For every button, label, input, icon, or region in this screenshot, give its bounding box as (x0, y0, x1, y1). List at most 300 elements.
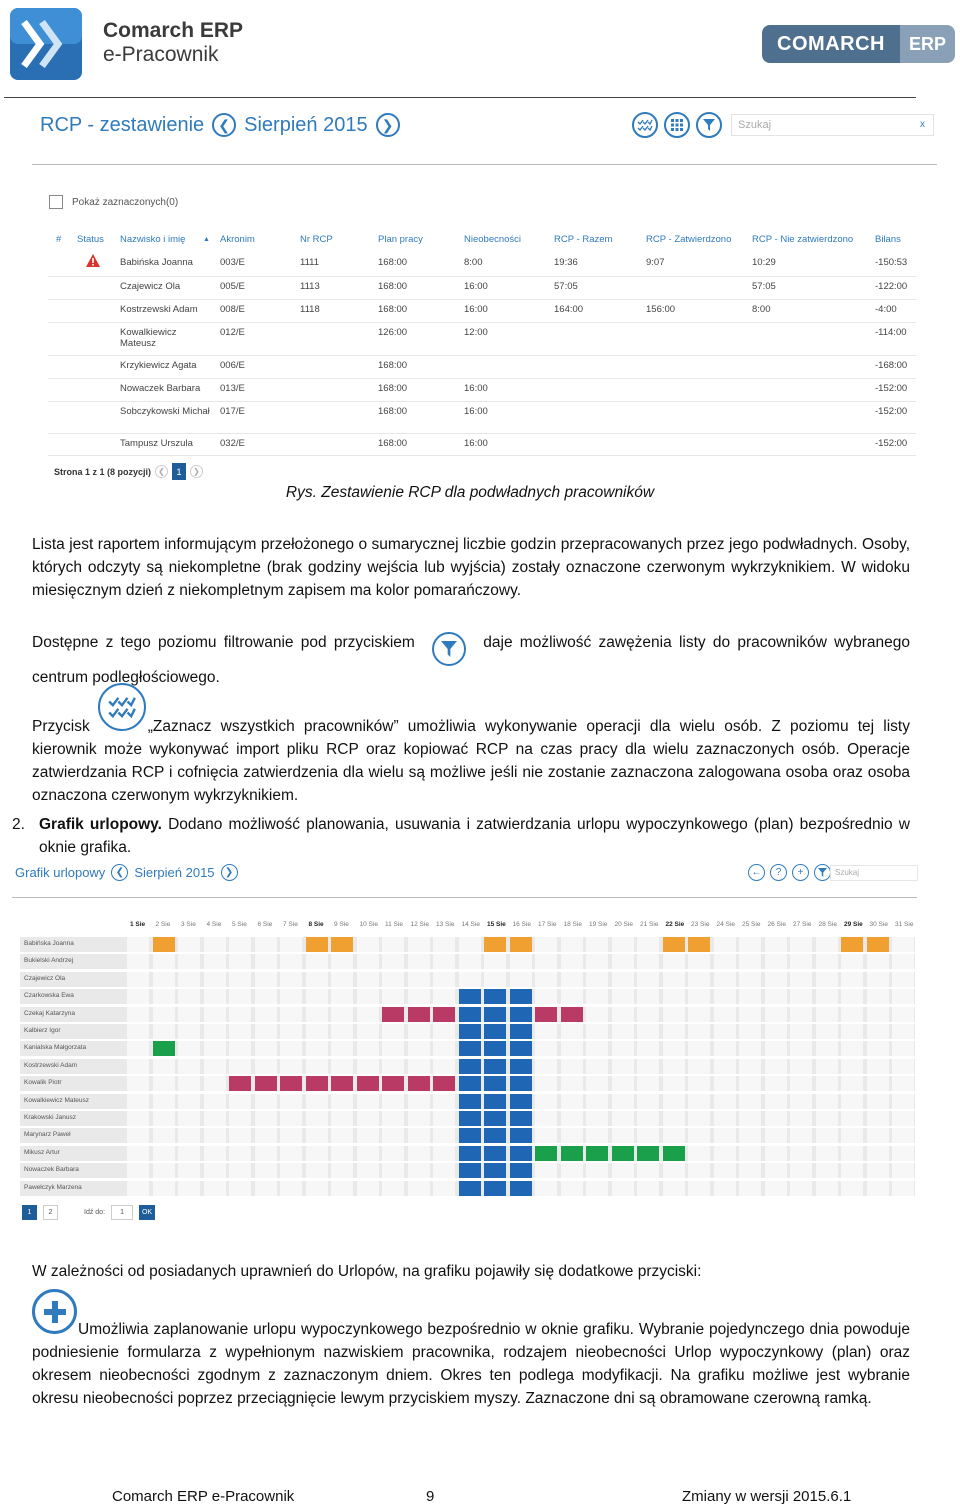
day-cell[interactable] (484, 1111, 506, 1126)
day-cell[interactable] (765, 1163, 787, 1178)
day-cell[interactable] (280, 972, 302, 987)
day-cell[interactable] (153, 1111, 175, 1126)
day-cell[interactable] (153, 1007, 175, 1022)
day-cell[interactable] (535, 1059, 557, 1074)
day-cell[interactable] (357, 1146, 379, 1161)
day-cell[interactable] (561, 1128, 583, 1143)
day-cell[interactable] (408, 1163, 430, 1178)
day-cell[interactable] (433, 1146, 455, 1161)
day-cell[interactable] (229, 1007, 251, 1022)
day-cell[interactable] (765, 1111, 787, 1126)
day-cell[interactable] (408, 989, 430, 1004)
day-cell[interactable] (892, 1128, 914, 1143)
day-cell[interactable] (357, 954, 379, 969)
day-cell[interactable] (841, 1041, 863, 1056)
day-cell[interactable] (841, 1163, 863, 1178)
prev-month-icon[interactable]: ❮ (212, 113, 236, 137)
day-cell[interactable] (510, 989, 532, 1004)
day-cell[interactable] (382, 1094, 404, 1109)
day-cell[interactable] (255, 954, 277, 969)
back-arrow-icon[interactable]: ← (748, 864, 765, 881)
grid-view-icon[interactable] (664, 112, 690, 138)
day-cell[interactable] (867, 989, 889, 1004)
column-header[interactable]: Status (77, 234, 104, 245)
day-cell[interactable] (357, 1181, 379, 1196)
day-cell[interactable] (612, 1024, 634, 1039)
day-cell[interactable] (612, 1128, 634, 1143)
day-cell[interactable] (331, 1007, 353, 1022)
day-cell[interactable] (255, 1076, 277, 1091)
day-cell[interactable] (306, 1059, 328, 1074)
day-cell[interactable] (408, 1007, 430, 1022)
column-header[interactable]: # (56, 234, 62, 245)
day-cell[interactable] (867, 1146, 889, 1161)
day-cell[interactable] (841, 1059, 863, 1074)
day-cell[interactable] (306, 1128, 328, 1143)
day-cell[interactable] (535, 1076, 557, 1091)
day-cell[interactable] (867, 1111, 889, 1126)
day-cell[interactable] (204, 1041, 226, 1056)
day-cell[interactable] (229, 1111, 251, 1126)
day-cell[interactable] (306, 1094, 328, 1109)
day-cell[interactable] (459, 1059, 481, 1074)
day-cell[interactable] (535, 954, 557, 969)
day-cell[interactable] (459, 972, 481, 987)
help-icon[interactable]: ? (770, 864, 787, 881)
day-cell[interactable] (561, 1181, 583, 1196)
day-cell[interactable] (841, 1146, 863, 1161)
day-cell[interactable] (357, 1024, 379, 1039)
day-cell[interactable] (357, 989, 379, 1004)
day-cell[interactable] (331, 1076, 353, 1091)
day-cell[interactable] (688, 1111, 710, 1126)
day-cell[interactable] (331, 1094, 353, 1109)
day-cell[interactable] (892, 972, 914, 987)
day-cell[interactable] (510, 1094, 532, 1109)
day-cell[interactable] (255, 1007, 277, 1022)
day-cell[interactable] (739, 1076, 761, 1091)
day-cell[interactable] (459, 1111, 481, 1126)
day-cell[interactable] (663, 1041, 685, 1056)
day-cell[interactable] (408, 1111, 430, 1126)
day-cell[interactable] (867, 1007, 889, 1022)
day-cell[interactable] (433, 954, 455, 969)
day-cell[interactable] (331, 954, 353, 969)
day-cell[interactable] (586, 1094, 608, 1109)
day-cell[interactable] (714, 1163, 736, 1178)
day-cell[interactable] (637, 1007, 659, 1022)
day-cell[interactable] (586, 1024, 608, 1039)
day-cell[interactable] (484, 1024, 506, 1039)
day-cell[interactable] (714, 1024, 736, 1039)
day-cell[interactable] (408, 972, 430, 987)
day-cell[interactable] (484, 1059, 506, 1074)
day-cell[interactable] (382, 1146, 404, 1161)
day-cell[interactable] (765, 1146, 787, 1161)
day-cell[interactable] (790, 1007, 812, 1022)
day-cell[interactable] (408, 1094, 430, 1109)
day-cell[interactable] (739, 1094, 761, 1109)
day-cell[interactable] (739, 989, 761, 1004)
day-cell[interactable] (816, 1024, 838, 1039)
day-cell[interactable] (637, 1024, 659, 1039)
day-cell[interactable] (433, 972, 455, 987)
day-cell[interactable] (612, 1007, 634, 1022)
day-cell[interactable] (714, 937, 736, 952)
day-cell[interactable] (280, 1163, 302, 1178)
day-cell[interactable] (688, 1007, 710, 1022)
day-cell[interactable] (663, 1181, 685, 1196)
day-cell[interactable] (688, 1094, 710, 1109)
day-cell[interactable] (586, 1111, 608, 1126)
day-cell[interactable] (204, 937, 226, 952)
day-cell[interactable] (612, 1146, 634, 1161)
day-cell[interactable] (127, 1094, 149, 1109)
day-cell[interactable] (255, 989, 277, 1004)
day-cell[interactable] (663, 1007, 685, 1022)
day-cell[interactable] (586, 1146, 608, 1161)
day-cell[interactable] (178, 972, 200, 987)
goto-input[interactable]: 1 (111, 1205, 133, 1220)
day-cell[interactable] (178, 1181, 200, 1196)
day-cell[interactable] (663, 1146, 685, 1161)
day-cell[interactable] (382, 954, 404, 969)
day-cell[interactable] (714, 972, 736, 987)
column-header[interactable]: Nieobecności (464, 234, 522, 245)
day-cell[interactable] (331, 1146, 353, 1161)
day-cell[interactable] (816, 937, 838, 952)
day-cell[interactable] (790, 989, 812, 1004)
day-cell[interactable] (433, 1111, 455, 1126)
day-cell[interactable] (484, 989, 506, 1004)
goto-ok-button[interactable]: OK (139, 1205, 155, 1220)
day-cell[interactable] (739, 1024, 761, 1039)
day-cell[interactable] (484, 1041, 506, 1056)
day-cell[interactable] (867, 954, 889, 969)
day-cell[interactable] (535, 989, 557, 1004)
day-cell[interactable] (127, 1163, 149, 1178)
day-cell[interactable] (867, 1094, 889, 1109)
day-cell[interactable] (612, 1163, 634, 1178)
day-cell[interactable] (586, 1076, 608, 1091)
day-cell[interactable] (357, 1094, 379, 1109)
day-cell[interactable] (459, 1146, 481, 1161)
day-cell[interactable] (612, 1059, 634, 1074)
day-cell[interactable] (433, 1024, 455, 1039)
day-cell[interactable] (867, 972, 889, 987)
day-cell[interactable] (739, 954, 761, 969)
show-selected-checkbox[interactable] (49, 195, 63, 209)
day-cell[interactable] (892, 989, 914, 1004)
column-header[interactable]: Nr RCP (300, 234, 333, 245)
day-cell[interactable] (790, 1181, 812, 1196)
day-cell[interactable] (255, 1041, 277, 1056)
day-cell[interactable] (331, 1059, 353, 1074)
day-cell[interactable] (382, 1076, 404, 1091)
day-cell[interactable] (153, 1094, 175, 1109)
day-cell[interactable] (229, 1076, 251, 1091)
day-cell[interactable] (790, 1163, 812, 1178)
column-header[interactable]: Nazwisko i imię (120, 234, 186, 245)
day-cell[interactable] (765, 989, 787, 1004)
day-cell[interactable] (331, 1041, 353, 1056)
day-cell[interactable] (790, 954, 812, 969)
day-cell[interactable] (586, 954, 608, 969)
day-cell[interactable] (892, 1024, 914, 1039)
day-cell[interactable] (663, 1076, 685, 1091)
day-cell[interactable] (204, 1024, 226, 1039)
day-cell[interactable] (127, 937, 149, 952)
day-cell[interactable] (357, 1076, 379, 1091)
day-cell[interactable] (816, 1041, 838, 1056)
day-cell[interactable] (816, 1059, 838, 1074)
table-row[interactable] (48, 322, 916, 356)
pager-next-icon[interactable]: ❯ (190, 465, 203, 478)
day-cell[interactable] (331, 1128, 353, 1143)
day-cell[interactable] (637, 972, 659, 987)
day-cell[interactable] (153, 1146, 175, 1161)
day-cell[interactable] (586, 1163, 608, 1178)
day-cell[interactable] (637, 989, 659, 1004)
day-cell[interactable] (714, 1111, 736, 1126)
day-cell[interactable] (153, 1076, 175, 1091)
day-cell[interactable] (433, 1007, 455, 1022)
day-cell[interactable] (765, 1059, 787, 1074)
day-cell[interactable] (484, 1076, 506, 1091)
day-cell[interactable] (765, 1181, 787, 1196)
day-cell[interactable] (535, 1181, 557, 1196)
day-cell[interactable] (382, 1128, 404, 1143)
day-cell[interactable] (229, 1128, 251, 1143)
day-cell[interactable] (841, 1007, 863, 1022)
day-cell[interactable] (892, 1076, 914, 1091)
day-cell[interactable] (306, 1041, 328, 1056)
day-cell[interactable] (433, 1094, 455, 1109)
day-cell[interactable] (790, 1128, 812, 1143)
day-cell[interactable] (637, 1059, 659, 1074)
column-header[interactable]: RCP - Razem (554, 234, 613, 245)
day-cell[interactable] (561, 1111, 583, 1126)
day-cell[interactable] (535, 972, 557, 987)
day-cell[interactable] (357, 1007, 379, 1022)
day-cell[interactable] (892, 937, 914, 952)
day-cell[interactable] (484, 1163, 506, 1178)
day-cell[interactable] (790, 1076, 812, 1091)
day-cell[interactable] (331, 1163, 353, 1178)
day-cell[interactable] (127, 989, 149, 1004)
day-cell[interactable] (280, 937, 302, 952)
day-cell[interactable] (178, 1041, 200, 1056)
day-cell[interactable] (280, 1041, 302, 1056)
day-cell[interactable] (127, 1076, 149, 1091)
day-cell[interactable] (535, 1041, 557, 1056)
day-cell[interactable] (204, 1163, 226, 1178)
day-cell[interactable] (459, 937, 481, 952)
day-cell[interactable] (586, 989, 608, 1004)
day-cell[interactable] (714, 1007, 736, 1022)
day-cell[interactable] (382, 1181, 404, 1196)
day-cell[interactable] (765, 1076, 787, 1091)
day-cell[interactable] (382, 989, 404, 1004)
day-cell[interactable] (229, 937, 251, 952)
day-cell[interactable] (280, 1076, 302, 1091)
day-cell[interactable] (637, 1163, 659, 1178)
day-cell[interactable] (739, 1111, 761, 1126)
day-cell[interactable] (637, 1094, 659, 1109)
day-cell[interactable] (637, 954, 659, 969)
clear-search-icon[interactable]: x (920, 119, 925, 130)
day-cell[interactable] (688, 1163, 710, 1178)
day-cell[interactable] (229, 972, 251, 987)
day-cell[interactable] (535, 1146, 557, 1161)
day-cell[interactable] (790, 937, 812, 952)
filter-icon[interactable] (814, 864, 831, 881)
day-cell[interactable] (841, 989, 863, 1004)
day-cell[interactable] (688, 1146, 710, 1161)
day-cell[interactable] (306, 1111, 328, 1126)
day-cell[interactable] (688, 1041, 710, 1056)
day-cell[interactable] (561, 1007, 583, 1022)
day-cell[interactable] (535, 1094, 557, 1109)
day-cell[interactable] (765, 1128, 787, 1143)
day-cell[interactable] (433, 1076, 455, 1091)
day-cell[interactable] (892, 954, 914, 969)
day-cell[interactable] (382, 1111, 404, 1126)
day-cell[interactable] (178, 1059, 200, 1074)
day-cell[interactable] (688, 937, 710, 952)
day-cell[interactable] (688, 972, 710, 987)
table-row[interactable] (48, 276, 916, 300)
day-cell[interactable] (433, 1041, 455, 1056)
day-cell[interactable] (637, 1076, 659, 1091)
day-cell[interactable] (841, 954, 863, 969)
day-cell[interactable] (714, 1059, 736, 1074)
day-cell[interactable] (510, 972, 532, 987)
day-cell[interactable] (204, 1076, 226, 1091)
day-cell[interactable] (867, 1024, 889, 1039)
day-cell[interactable] (306, 1007, 328, 1022)
day-cell[interactable] (229, 1094, 251, 1109)
day-cell[interactable] (765, 954, 787, 969)
day-cell[interactable] (178, 1007, 200, 1022)
day-cell[interactable] (841, 972, 863, 987)
day-cell[interactable] (663, 989, 685, 1004)
day-cell[interactable] (382, 1041, 404, 1056)
day-cell[interactable] (484, 1181, 506, 1196)
day-cell[interactable] (229, 1059, 251, 1074)
day-cell[interactable] (612, 989, 634, 1004)
day-cell[interactable] (306, 1181, 328, 1196)
day-cell[interactable] (561, 989, 583, 1004)
day-cell[interactable] (790, 1059, 812, 1074)
day-cell[interactable] (867, 1059, 889, 1074)
day-cell[interactable] (459, 1041, 481, 1056)
day-cell[interactable] (229, 989, 251, 1004)
day-cell[interactable] (561, 1163, 583, 1178)
next-month-icon[interactable]: ❯ (376, 113, 400, 137)
day-cell[interactable] (204, 1007, 226, 1022)
day-cell[interactable] (714, 1094, 736, 1109)
day-cell[interactable] (153, 1041, 175, 1056)
day-cell[interactable] (510, 1128, 532, 1143)
day-cell[interactable] (561, 1041, 583, 1056)
day-cell[interactable] (153, 1163, 175, 1178)
day-cell[interactable] (510, 937, 532, 952)
day-cell[interactable] (382, 972, 404, 987)
day-cell[interactable] (127, 1024, 149, 1039)
day-cell[interactable] (688, 954, 710, 969)
day-cell[interactable] (688, 1024, 710, 1039)
day-cell[interactable] (510, 1007, 532, 1022)
day-cell[interactable] (433, 1181, 455, 1196)
day-cell[interactable] (765, 1007, 787, 1022)
day-cell[interactable] (153, 954, 175, 969)
day-cell[interactable] (153, 1128, 175, 1143)
column-header[interactable]: Plan pracy (378, 234, 423, 245)
day-cell[interactable] (280, 989, 302, 1004)
day-cell[interactable] (561, 954, 583, 969)
day-cell[interactable] (714, 954, 736, 969)
day-cell[interactable] (510, 1059, 532, 1074)
day-cell[interactable] (612, 972, 634, 987)
day-cell[interactable] (841, 1111, 863, 1126)
day-cell[interactable] (408, 1128, 430, 1143)
day-cell[interactable] (561, 1094, 583, 1109)
day-cell[interactable] (357, 1059, 379, 1074)
day-cell[interactable] (765, 1024, 787, 1039)
day-cell[interactable] (331, 989, 353, 1004)
day-cell[interactable] (178, 989, 200, 1004)
day-cell[interactable] (229, 1146, 251, 1161)
day-cell[interactable] (790, 1094, 812, 1109)
day-cell[interactable] (816, 1181, 838, 1196)
day-cell[interactable] (561, 1076, 583, 1091)
day-cell[interactable] (153, 1181, 175, 1196)
day-cell[interactable] (127, 954, 149, 969)
day-cell[interactable] (714, 1146, 736, 1161)
day-cell[interactable] (229, 1181, 251, 1196)
day-cell[interactable] (484, 937, 506, 952)
day-cell[interactable] (331, 937, 353, 952)
day-cell[interactable] (612, 1111, 634, 1126)
day-cell[interactable] (586, 1059, 608, 1074)
day-cell[interactable] (408, 1024, 430, 1039)
day-cell[interactable] (892, 1163, 914, 1178)
day-cell[interactable] (663, 1111, 685, 1126)
column-header[interactable]: RCP - Nie zatwierdzono (752, 234, 854, 245)
day-cell[interactable] (765, 972, 787, 987)
column-header[interactable]: RCP - Zatwierdzono (646, 234, 732, 245)
day-cell[interactable] (612, 1041, 634, 1056)
day-cell[interactable] (204, 1128, 226, 1143)
day-cell[interactable] (255, 1163, 277, 1178)
day-cell[interactable] (739, 937, 761, 952)
day-cell[interactable] (357, 1041, 379, 1056)
day-cell[interactable] (255, 1111, 277, 1126)
day-cell[interactable] (663, 1059, 685, 1074)
add-plus-icon[interactable]: + (792, 864, 809, 881)
day-cell[interactable] (816, 1076, 838, 1091)
day-cell[interactable] (637, 1146, 659, 1161)
day-cell[interactable] (280, 1146, 302, 1161)
day-cell[interactable] (459, 989, 481, 1004)
day-cell[interactable] (204, 1094, 226, 1109)
day-cell[interactable] (637, 1181, 659, 1196)
day-cell[interactable] (739, 972, 761, 987)
day-cell[interactable] (280, 1128, 302, 1143)
day-cell[interactable] (178, 1163, 200, 1178)
day-cell[interactable] (739, 1128, 761, 1143)
